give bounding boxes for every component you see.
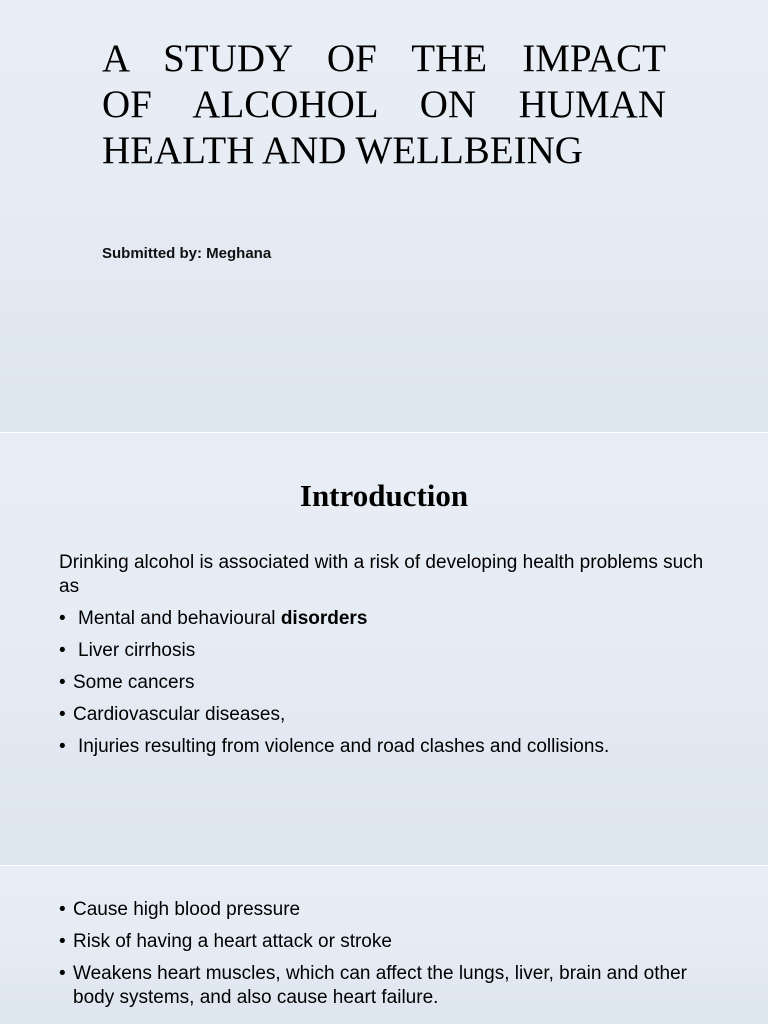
bullet-text: Liver cirrhosis	[78, 640, 196, 661]
bullet-icon: •	[59, 640, 66, 661]
effects-bullet-list	[59, 898, 709, 1018]
list-item	[59, 671, 739, 695]
title-slide	[0, 0, 768, 432]
intro-bullet-list	[59, 607, 739, 767]
bullet-icon: •	[59, 963, 66, 984]
title-line-1: A STUDY OF THE IMPACT	[102, 37, 666, 80]
bullet-icon: •	[59, 931, 66, 952]
bullet-icon: •	[59, 672, 66, 693]
bullet-bold-text: disorders	[280, 608, 368, 629]
bullet-icon: •	[59, 899, 66, 920]
presentation-title	[102, 36, 666, 174]
bullet-text: Cause high blood pressure	[73, 899, 301, 920]
introduction-slide	[0, 433, 768, 865]
bullet-text: Risk of having a heart attack or stroke	[73, 931, 392, 952]
bullet-text: Cardiovascular diseases,	[73, 704, 286, 725]
bullet-icon: •	[59, 736, 66, 757]
title-line-3: HEALTH AND WELLBEING	[102, 129, 583, 172]
list-item	[59, 607, 739, 631]
intro-paragraph: Drinking alcohol is associated with a risk of developing health problems such as	[59, 552, 704, 597]
title-line-2: OF ALCOHOL ON HUMAN	[102, 83, 666, 126]
bullet-text: Injuries resulting from violence and road clashes and collisions.	[78, 736, 610, 757]
list-item	[59, 898, 709, 922]
list-item	[59, 735, 739, 759]
bullet-text: Weakens heart muscles, which can affect the lungs, liver, brain and other body systems, and also cause heart failure.	[73, 963, 687, 1008]
list-item	[59, 639, 739, 663]
bullet-text: Some cancers	[73, 672, 195, 693]
list-item	[59, 703, 739, 727]
list-item	[59, 962, 709, 1010]
bullet-icon: •	[59, 608, 66, 629]
submitted-by: Submitted by: Meghana	[102, 245, 272, 262]
bullet-text: Mental and behavioural	[78, 608, 281, 629]
list-item	[59, 930, 709, 954]
effects-slide	[0, 866, 768, 1024]
bullet-icon: •	[59, 704, 66, 725]
slide-heading: Introduction	[299, 478, 469, 513]
